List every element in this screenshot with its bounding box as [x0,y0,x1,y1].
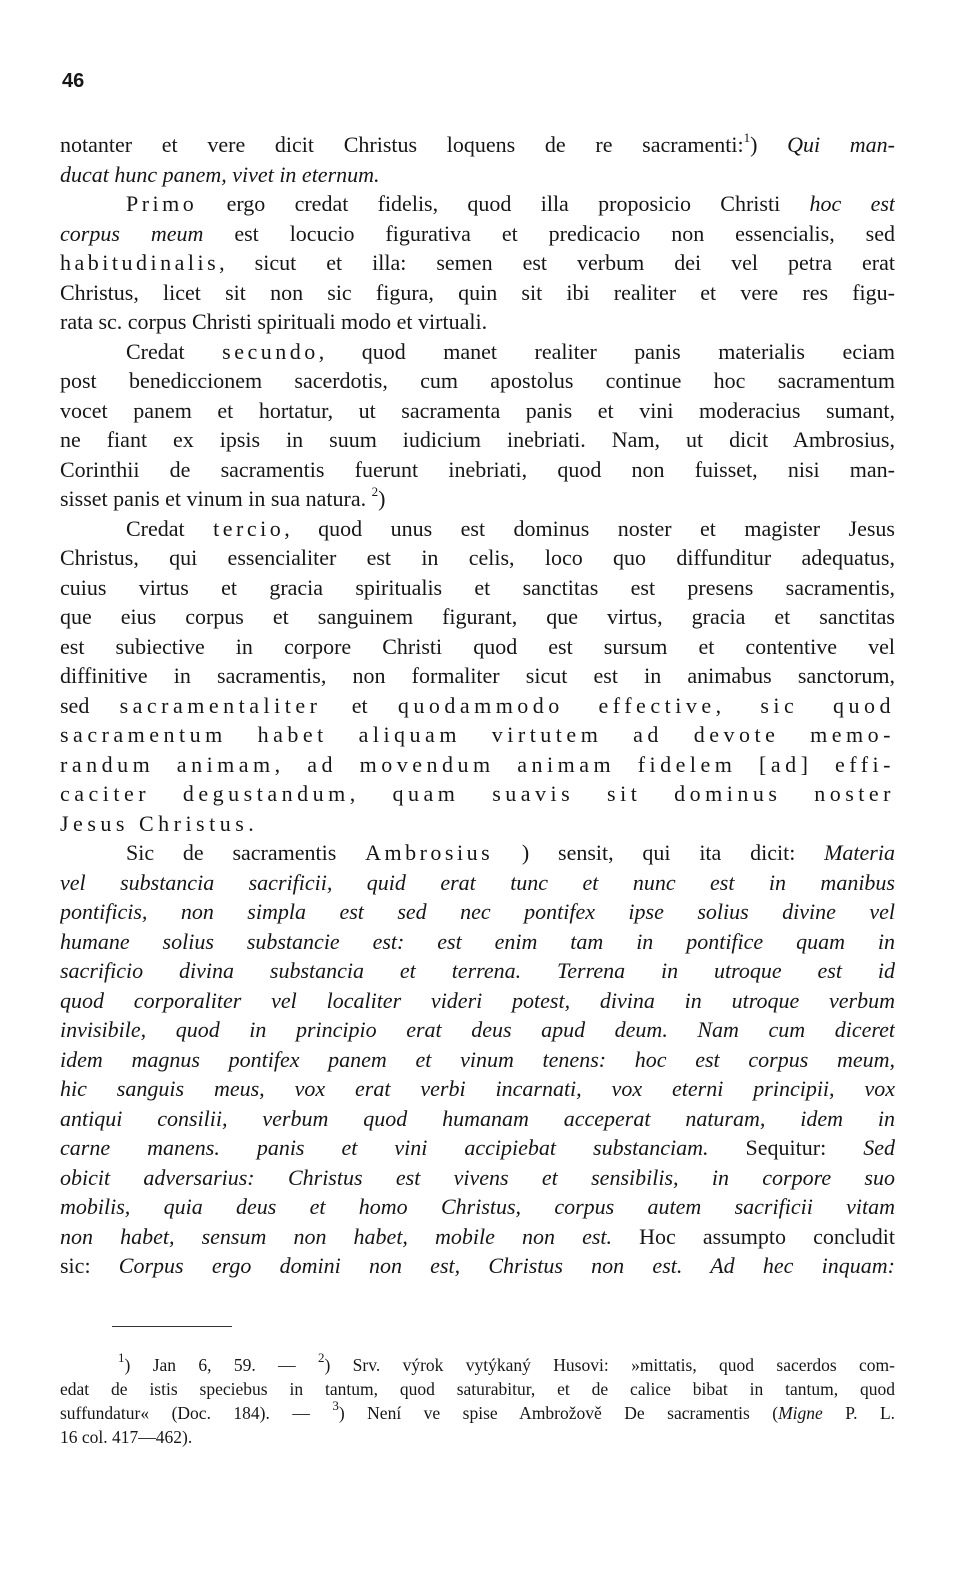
text-line [60,868,895,898]
footnote-segment: 16 col. 417—462). [60,1427,193,1447]
text-segment: est locucio figurativa et predicacio non essencialis, sed [203,220,895,246]
text-line [60,1163,895,1193]
text-segment: caciter degustandum, quam suavis sit dominus noster [60,781,895,806]
text-segment: hoc est [809,191,895,216]
text-segment: Christus, licet sit non sic figura, quin sit ibi realiter et vere res figu- [60,279,895,305]
text-line [60,1104,895,1134]
footnote-segment: P. L. [822,1403,895,1423]
footnote-segment: ) Srv. výrok vytýkaný Husovi: »mittatis, quod sacerdos com- [324,1355,895,1375]
text-line [60,838,895,868]
text-segment: post benediccionem sacerdotis, cum apostolus continue hoc sacramentum [60,368,895,393]
text-segment: obicit adversarius: Christus est vivens et sensibilis, in corpore suo [60,1164,895,1190]
text-segment: Primo [126,191,198,216]
text-line [60,278,895,308]
body-text [60,130,895,1281]
footnote-line [60,1401,895,1425]
text-line [60,661,895,691]
text-line [60,602,895,632]
text-segment: sacramentaliter [119,692,322,718]
text-segment: randum animam, ad movendum animam fidelem [ad] effi- [60,751,895,777]
text-line [60,986,895,1016]
text-segment: , sicut et illa: semen est verbum dei vel petra erat [219,250,895,275]
text-segment: sic: [60,1253,119,1278]
text-segment: Credat [126,515,214,541]
text-line [60,396,895,426]
text-segment: ) [750,132,788,157]
text-segment: est subiective in corpore Christi quod est sursum et contentive vel [60,633,895,659]
text-line [60,514,895,544]
text-segment: Qui man- [787,132,895,157]
text-segment: habitudinalis [60,250,220,275]
footnotes [60,1353,895,1449]
text-segment: Christus, qui essencialiter est in celis, loco quo diffunditur adequatus, [60,545,895,570]
text-segment: 1 [743,130,751,145]
text-segment: quodammodo effective, sic quod [397,692,895,718]
text-segment: Materia [824,840,895,865]
text-segment: 2 [371,483,379,499]
text-segment: diffinitive in sacramentis, non formaliter sicut est in animabus sanctorum, [60,663,895,688]
text-line [60,307,895,337]
text-segment: Sic de sacramentis [126,840,366,865]
text-line [60,1045,895,1075]
text-segment: corpus meum [60,220,204,246]
text-segment: Ambrosius [365,840,494,865]
text-segment: carne manens. panis et vini accipiebat substanciam. [60,1135,709,1160]
text-segment: humane solius substancie est: est enim tam in pontifice quam in [60,928,895,954]
text-line [60,691,895,721]
text-line [60,750,895,780]
text-segment: Jesus Christus. [60,810,259,836]
text-line [60,1222,895,1252]
text-segment: invisibile, quod in principio erat deus apud deum. Nam cum diceret [60,1017,895,1042]
text-segment: Sed [863,1135,895,1160]
text-segment: quod corporaliter vel localiter videri potest, divina in utroque verbum [60,987,895,1013]
text-segment: vel substancia sacrificii, quid erat tunc et nunc est in manibus [60,869,895,895]
footnote-segment: edat de istis speciebus in tantum, quod saturabitur, et de calice bibat in tantum, quod [60,1379,895,1399]
text-segment: ducat hunc panem, vivet in eternum. [60,161,380,187]
text-line [60,1074,895,1104]
page-number: 46 [62,70,85,92]
footnote-separator [112,1326,232,1327]
text-segment: ) [378,486,386,511]
text-segment: pontificis, non simpla est sed nec pontifex ipse solius divine vel [60,899,895,924]
text-line [60,366,895,396]
text-segment: , quod unus est dominus noster et magister Jesus [284,515,895,541]
text-segment: non habet, sensum non habet, mobile non est. [60,1223,613,1249]
text-line [60,1251,895,1281]
text-segment: que eius corpus et sanguinem figurant, que virtus, gracia et sanctitas [60,604,895,629]
text-segment: vocet panem et hortatur, ut sacramenta panis et vini moderacius sumant, [60,397,895,423]
text-line [60,219,895,249]
footnote-segment: 2 [317,1353,325,1366]
text-segment: sed [60,692,120,718]
text-line [60,632,895,662]
text-line [60,779,895,809]
text-line [60,543,895,573]
text-segment: notanter et vere dicit Christus loquens de re sacramenti: [60,132,744,157]
text-line [60,809,895,839]
text-line [60,484,895,514]
text-line [60,956,895,986]
text-line [60,1015,895,1045]
footnote-line [60,1425,895,1449]
text-segment: ne fiant ex ipsis in suum iudicium inebriati. Nam, ut dicit Ambrosius, [60,427,895,452]
text-line [60,130,895,160]
text-segment: Hoc assumpto concludit [612,1223,895,1249]
text-segment: ergo credat fidelis, quod illa proposicio Christi [197,191,810,216]
text-segment: idem magnus pontifex panem et vinum tenens: hoc est corpus meum, [60,1046,895,1072]
footnote-segment: 1 [118,1353,125,1366]
footnote-line [60,1353,895,1377]
footnote-segment: 3 [332,1401,339,1414]
footnote-segment: Migne [778,1403,823,1423]
text-segment: tercio [213,515,285,541]
text-line [60,425,895,455]
text-segment: et [321,692,398,718]
text-line [60,720,895,750]
text-segment: sacramentum habet aliquam virtutem ad devote memo- [60,722,895,747]
text-line [60,897,895,927]
footnote-segment: suffundatur« (Doc. 184). — [60,1403,333,1423]
text-line [60,189,895,219]
text-segment: Credat [126,338,223,364]
text-segment: rata sc. corpus Christi spirituali modo et virtuali. [60,309,488,334]
text-line [60,927,895,957]
text-segment: Corpus ergo domini non est, Christus non est. Ad hec inquam: [118,1253,895,1278]
text-line [60,455,895,485]
text-segment: Sequitur: [708,1135,864,1160]
text-segment: sacrificio divina substancia et terrena. Terrena in utroque est id [60,958,895,983]
text-segment: mobilis, quia deus et homo Christus, corpus autem sacrificii vitam [60,1194,895,1219]
text-segment: ) sensit, qui ita dicit: [493,840,825,865]
text-segment: cuius virtus et gracia spiritualis et sanctitas est presens sacramentis, [60,574,895,600]
footnote-line [60,1377,895,1401]
text-line [60,337,895,367]
footnote-segment: ) Není ve spise Ambrožově De sacramentis ( [338,1403,779,1423]
text-segment: antiqui consilii, verbum quod humanam acceperat naturam, idem in [60,1105,895,1131]
text-segment: secundo [222,338,319,364]
text-line [60,160,895,190]
text-segment: Corinthii de sacramentis fuerunt inebriati, quod non fuisset, nisi man- [60,456,895,482]
text-segment: sisset panis et vinum in sua natura. [60,486,372,511]
text-segment: hic sanguis meus, vox erat verbi incarnati, vox eterni principii, vox [60,1076,895,1101]
text-line [60,573,895,603]
footnote-segment: ) Jan 6, 59. — [124,1355,318,1375]
text-line [60,1192,895,1222]
text-line [60,248,895,278]
text-segment: , quod manet realiter panis materialis eciam [318,338,895,364]
text-line [60,1133,895,1163]
